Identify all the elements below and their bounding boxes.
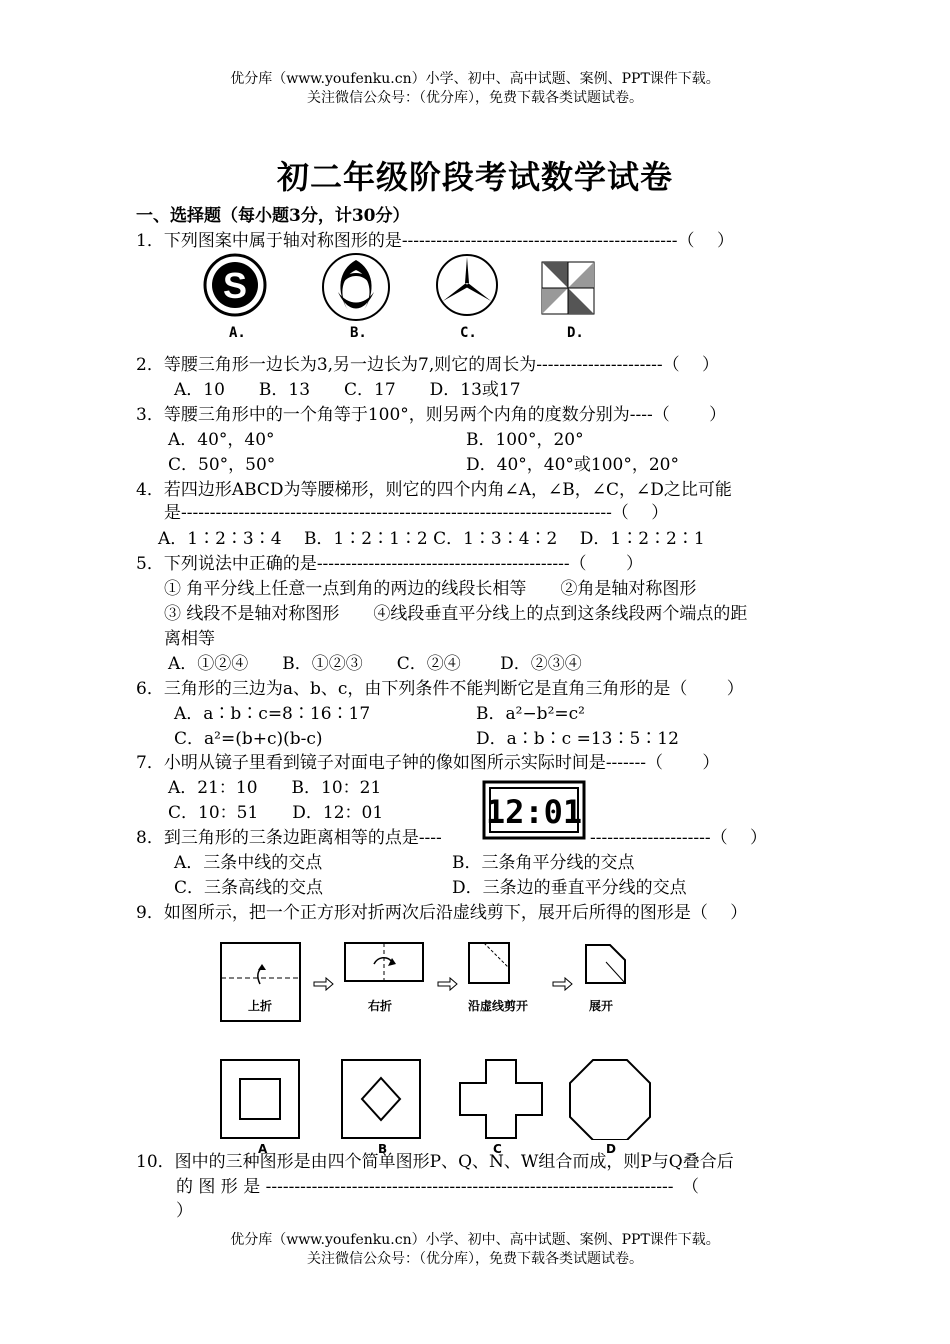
q1-logo-mercedes — [432, 252, 502, 322]
q3-option-c: C．50°，50° — [168, 455, 276, 475]
q6-option-d: D．a∶b∶c =13∶5∶12 — [476, 729, 679, 749]
q5-statement-2: ③ 线段不是轴对称图形 ④线段垂直平分线上的点到这条线段两个端点的距 — [164, 604, 748, 624]
q5-stem: 5．下列说法中正确的是--------------------------------------------（ ） — [136, 554, 643, 574]
q9-label-b: B — [378, 1142, 388, 1156]
q8-option-c: C．三条高线的交点 — [174, 878, 324, 898]
q10-line-3: ） — [176, 1201, 193, 1221]
q3-option-a: A．40°，40° — [168, 430, 275, 450]
q1-logo-dongfeng — [318, 252, 394, 324]
q8-stem-a: 8．到三角形的三条边距离相等的点是---- — [136, 828, 442, 848]
q9-fold-steps — [218, 940, 638, 1025]
q9-stem: 9．如图所示，把一个正方形对折两次后沿虚线剪下，展开后所得的图形是（ ） — [136, 903, 748, 923]
q3-option-b: B．100°，20° — [466, 430, 584, 450]
q4-options: A．1∶2∶3∶4 B．1∶2∶1∶2 C．1∶3∶4∶2 D．1∶2∶2∶1 — [158, 529, 705, 549]
q1-logo-s — [200, 252, 270, 322]
q9-answer-figures — [218, 1055, 658, 1140]
q9-label-c: C — [493, 1142, 502, 1156]
q8-option-b: B．三条角平分线的交点 — [452, 853, 635, 873]
q7-clock-figure — [482, 780, 586, 840]
q5-options: A．①②④ B．①②③ C．②④ D．②③④ — [168, 654, 582, 674]
q9-label-a: A — [258, 1142, 268, 1156]
header-line-1: 优分库（www.youfenku.cn）小学、初中、高中试题、案例、PPT课件下载。 — [230, 71, 720, 87]
q1-stem: 1．下列图案中属于轴对称图形的是------------------------------------------------（ ） — [136, 231, 734, 251]
q7-options-ab: A．21：10 B．10：21 — [168, 778, 382, 798]
q9-label-d: D — [606, 1142, 616, 1156]
q5-statement-1: ① 角平分线上任意一点到角的两边的线段长相等 ②角是轴对称图形 — [164, 579, 697, 599]
q2-stem: 2．等腰三角形一边长为3,另一边长为7,则它的周长为----------------------（ ） — [136, 355, 720, 375]
q1-label-c: C. — [460, 325, 477, 341]
q4-stem-1: 4．若四边形ABCD为等腰梯形，则它的四个内角∠A，∠B，∠C，∠D之比可能 — [136, 480, 732, 500]
q9-step2-caption: 右折 — [368, 999, 393, 1013]
q7-options-cd: C．10：51 D．12：01 — [168, 803, 384, 823]
q3-stem: 3．等腰三角形中的一个角等于100°，则另两个内角的度数分别为----（ ） — [136, 405, 727, 425]
page-title: 初二年级阶段考试数学试卷 — [276, 158, 673, 196]
footer-line-2: 关注微信公众号：（优分库），免费下载各类试题试卷。 — [307, 1251, 643, 1267]
q2-options: A．10 B．13 C．17 D．13或17 — [174, 380, 521, 400]
q6-option-c: C．a²=(b+c)(b-c) — [174, 729, 323, 749]
q8-option-a: A．三条中线的交点 — [174, 853, 323, 873]
q1-logo-pinwheel — [540, 260, 596, 316]
section-heading: 一、选择题（每小题3分，计30分） — [136, 206, 410, 226]
q9-step3-caption: 沿虚线剪开 — [468, 999, 529, 1013]
q6-stem: 6．三角形的三边为a、b、c，由下列条件不能判断它是直角三角形的是（ ） — [136, 679, 744, 699]
q8-option-d: D．三条边的垂直平分线的交点 — [452, 878, 687, 898]
q1-label-b: B. — [350, 325, 367, 341]
q1-logo-letter: S — [222, 265, 248, 306]
header-line-2: 关注微信公众号：（优分库），免费下载各类试题试卷。 — [307, 90, 643, 106]
q1-label-d: D. — [567, 325, 584, 341]
q3-option-d: D．40°，40°或100°，20° — [466, 455, 679, 475]
q9-step1-caption: 上折 — [248, 999, 273, 1013]
q6-option-a: A．a∶b∶c=8∶16∶17 — [174, 704, 371, 724]
footer-line-1: 优分库（www.youfenku.cn）小学、初中、高中试题、案例、PPT课件下载。 — [230, 1232, 720, 1248]
q9-step4-caption: 展开 — [589, 999, 614, 1013]
q10-line-2: 的 图 形 是 ----------------------------------------------------------------------- （ — [176, 1177, 699, 1197]
q6-option-b: B．a²−b²=c² — [476, 704, 585, 724]
q8-stem-b: ---------------------（ ） — [590, 828, 768, 848]
q5-statement-3: 离相等 — [164, 629, 215, 649]
q7-clock-time: 12:01 — [485, 793, 583, 831]
q10-line-1: 10．图中的三种图形是由四个简单图形P、Q、N、W组合而成，则P与Q叠合后 — [136, 1152, 734, 1172]
q1-label-a: A. — [229, 325, 246, 341]
q4-stem-2: 是---------------------------------------------------------------------------（ ） — [164, 503, 669, 523]
q7-stem: 7．小明从镜子里看到镜子对面电子钟的像如图所示实际时间是-------（ ） — [136, 753, 720, 773]
